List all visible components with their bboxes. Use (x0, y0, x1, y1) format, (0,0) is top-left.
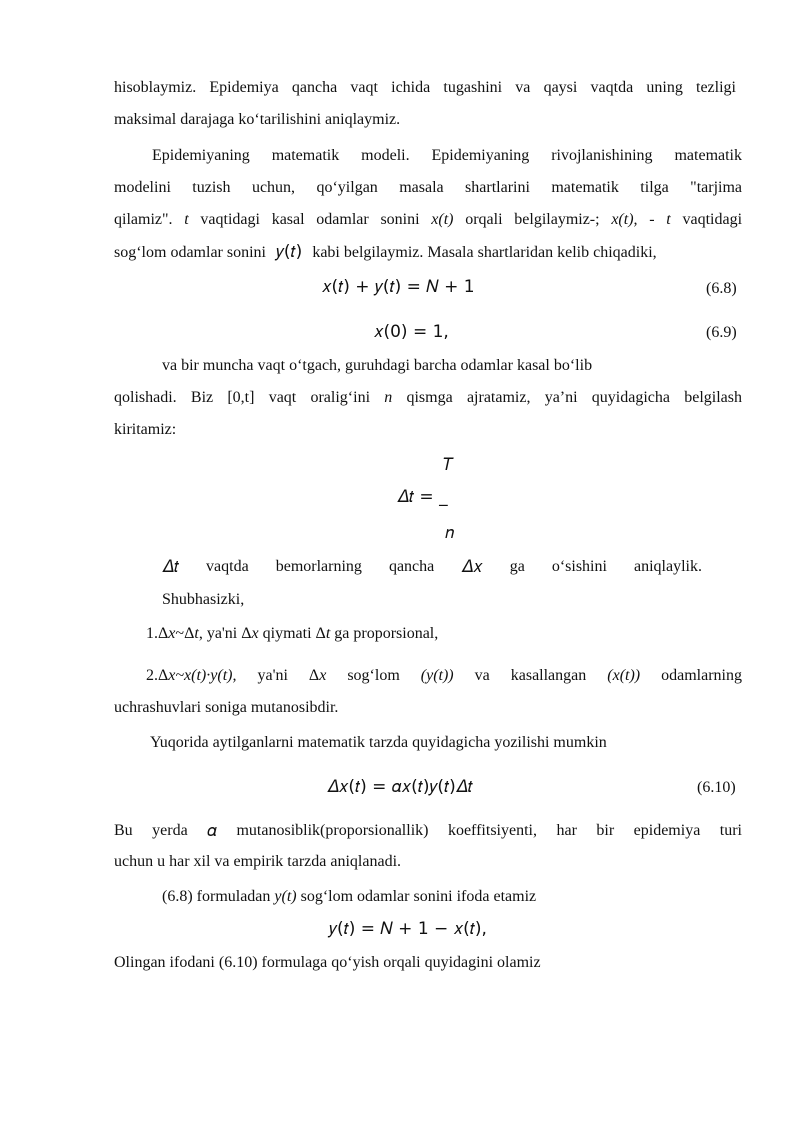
equation-number: (6.8) (706, 280, 737, 297)
math-inline: 𝛥𝑥 (461, 557, 483, 577)
equation-y: 𝑦(𝑡) = 𝑁 + 1 − 𝑥(𝑡), (329, 919, 487, 939)
math-inline: 𝛥𝑡 (162, 557, 179, 577)
text-line (114, 210, 742, 230)
text-run: qismga ajratamiz, ya’ni quyidagicha belgilash (392, 389, 742, 406)
text-run: mutanosiblik(proporsionallik) (236, 822, 429, 839)
text-run: vaqtda (206, 558, 249, 575)
text-run: t (194, 625, 199, 642)
text-run (146, 666, 236, 686)
list-item (146, 624, 438, 644)
text-run: epidemiya (633, 822, 701, 839)
text-run: 2.Δ (146, 667, 169, 684)
text-run: y(t) (274, 888, 297, 905)
text-run: x(t), (611, 211, 638, 228)
fraction-numerator: 𝑇 (443, 455, 454, 475)
text-run: n (384, 389, 393, 406)
text-run: sog‘lom odamlar sonini ifoda etamiz (296, 888, 537, 905)
text-line: uchrashuvlari soniga mutanosibdir. (114, 699, 339, 716)
text-run: x~x(t)·y(t), (168, 667, 237, 684)
text-run: x (168, 625, 176, 642)
text-run: sog‘lom odamlar sonini (114, 244, 270, 261)
text-run: qilamiz". (114, 211, 185, 228)
text-run: vaqtidagi kasal odamlar sonini (188, 211, 432, 228)
text-line: hisoblaymiz. Epidemiya qancha vaqt ichida tugashini va qaysi vaqtda uning tezligi (114, 79, 736, 96)
text-line: Shubhasizki, (162, 591, 245, 608)
text-run: odamlarning (661, 667, 742, 684)
text-run: t (666, 211, 671, 228)
text-run: qiymati Δ (258, 625, 326, 642)
text-run: Δ (308, 667, 320, 684)
list-item (146, 666, 742, 686)
fraction-bar: _ (439, 487, 448, 507)
text-run: x (319, 667, 327, 684)
text-run: t (325, 625, 331, 642)
math-inline: 𝑦(𝑡) (275, 242, 303, 262)
text-run: ya'ni (257, 667, 288, 684)
equation-number: (6.9) (706, 324, 737, 341)
text-run: x(t) (431, 211, 454, 228)
text-line (162, 887, 536, 907)
text-run: - (637, 211, 667, 228)
fraction-lhs (397, 487, 448, 507)
text-run: aniqlaylik. (633, 558, 702, 575)
text-run: bir (596, 822, 615, 839)
text-run: kabi belgilaymiz. Masala shartlaridan kelib chiqadiki, (308, 244, 657, 261)
text-run: , ya'ni Δ (198, 625, 252, 642)
text-run: qolishadi. Biz [0,t] vaqt oralig‘ini (114, 389, 385, 406)
math-inline: 𝛼 (207, 821, 217, 841)
text-line: maksimal darajaga ko‘tarilishini aniqlaymiz. (114, 111, 401, 128)
equation-number: (6.10) (697, 779, 736, 796)
text-run: (y(t)) (420, 667, 454, 684)
text-run: sog‘lom (347, 667, 400, 684)
equation-6-8: 𝑥(𝑡) + 𝑦(𝑡) = 𝑁 + 1 (322, 277, 475, 297)
text-run: ga proporsional, (330, 625, 439, 642)
text-line: uchun u har xil va empirik tarzda aniqlanadi. (114, 853, 402, 870)
text-line: Olingan ifodani (6.10) formulaga qo‘yish orqali quyidagini olamiz (114, 954, 541, 971)
text-run: x (251, 625, 259, 642)
text-run: t (184, 211, 189, 228)
text-run: ga (509, 558, 525, 575)
text-run: turi (719, 822, 742, 839)
text-run: bemorlarning (275, 558, 362, 575)
text-line (114, 388, 742, 408)
text-run: o‘sishini (551, 558, 607, 575)
text-run: qancha (388, 558, 435, 575)
text-run: (6.8) formuladan (162, 888, 275, 905)
text-run: Bu (114, 822, 133, 839)
fraction-denominator: 𝑛 (445, 523, 455, 543)
equation-6-9: 𝑥(0) = 1, (374, 322, 449, 342)
text-run: kasallangan (510, 667, 587, 684)
text-line (162, 557, 702, 577)
text-run: vaqtidagi (670, 211, 743, 228)
math-run: 𝛥𝑡 = (397, 487, 440, 507)
text-run: har (556, 822, 577, 839)
text-run: yerda (152, 822, 188, 839)
text-run: koeffitsiyenti, (447, 822, 537, 839)
text-run: 1.Δ (146, 625, 169, 642)
text-line: va bir muncha vaqt o‘tgach, guruhdagi barcha odamlar kasal bo‘lib (162, 357, 593, 374)
text-line: kiritamiz: (114, 421, 177, 438)
text-line: modelini tuzish uchun, qo‘yilgan masala shartlarini matematik tilga "tarjima (114, 179, 742, 196)
text-run: va (474, 667, 490, 684)
text-run: (x(t)) (607, 667, 641, 684)
text-line (114, 242, 742, 263)
text-line (114, 821, 742, 841)
text-run: ~Δ (175, 625, 195, 642)
text-line: Yuqorida aytilganlarni matematik tarzda quyidagicha yozilishi mumkin (150, 734, 607, 751)
equation-6-10: 𝛥𝑥(𝑡) = 𝛼𝑥(𝑡)𝑦(𝑡)𝛥𝑡 (327, 777, 473, 797)
text-run (309, 666, 326, 686)
text-run: orqali belgilaymiz-; (453, 211, 612, 228)
text-line: Epidemiyaning matematik modeli. Epidemiyaning rivojlanishining matematik (152, 147, 742, 164)
